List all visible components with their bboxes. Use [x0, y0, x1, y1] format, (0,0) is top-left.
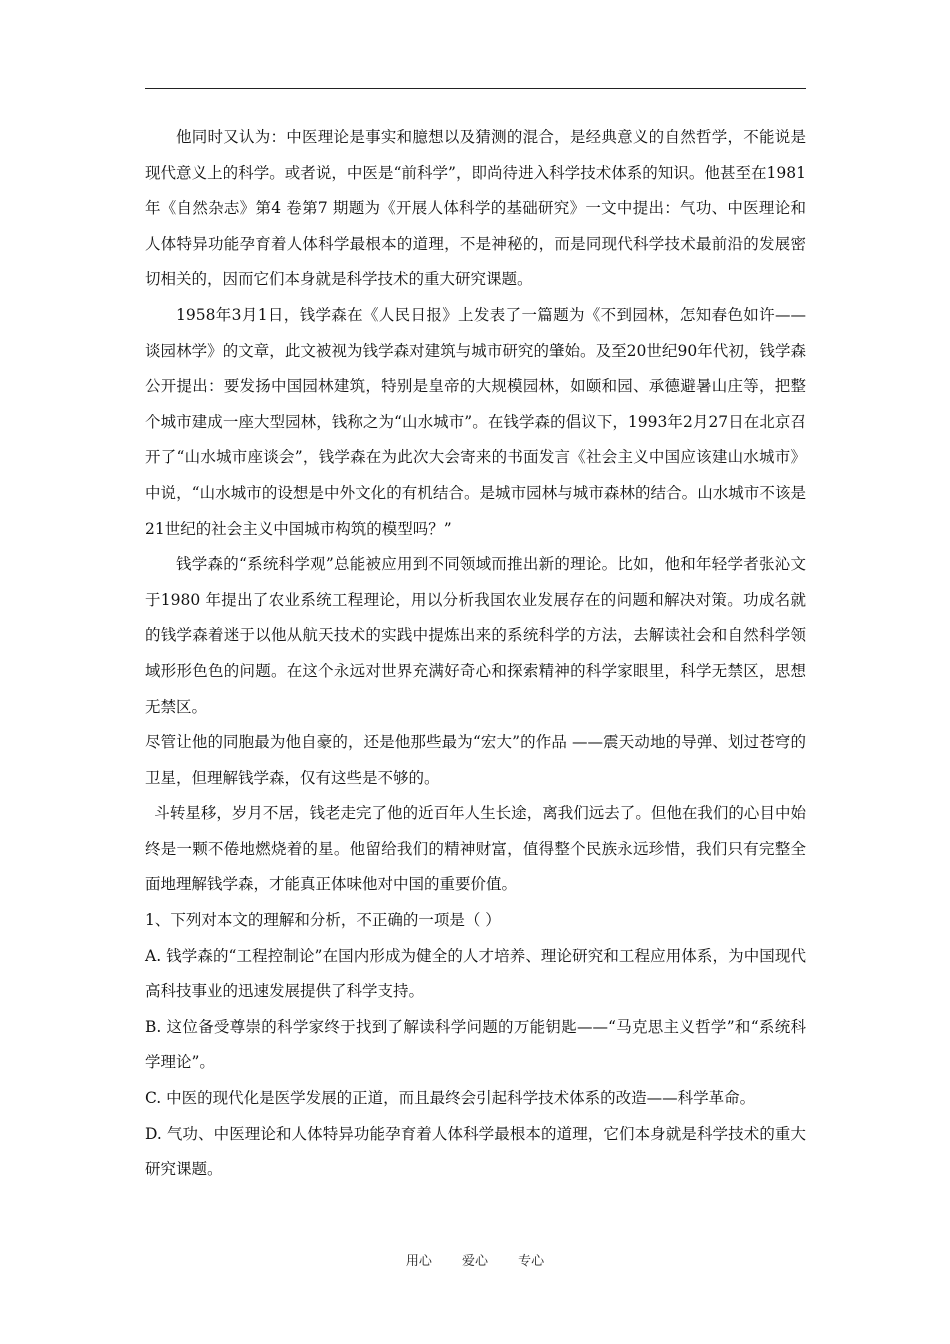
paragraph-landscape-city: 1958年3月1日，钱学森在《人民日报》上发表了一篇题为《不到园林，怎知春色如许——谈园林学》的文章，此文被视为钱学森对建筑与城市研究的肇始。及至20世纪90年代初，钱学森公开提出：要发扬中国园林建筑，特别是皇帝的大规模园林，如颐和园、承德避暑山庄等，把整个城市建成一座大型园林，钱称之为“山水城市”。在钱学森的倡议下，1993年2月27日在北京召开了“山水城市座谈会”，钱学森在为此次大会寄来的书面发言《社会主义中国应该建山水城市》中说，“山水城市的设想是中外文化的有机结合。是城市园林与城市森林的结合。山水城市不该是21世纪的社会主义中国城市构筑的模型吗？” [145, 305, 806, 538]
page-footer [0, 1250, 950, 1269]
option-a: A. 钱学森的“工程控制论”在国内形成为健全的人才培养、理论研究和工程应用体系，为中国现代高科技事业的迅速发展提供了科学支持。 [145, 946, 806, 1001]
option-d: D. 气功、中医理论和人体特异功能孕育着人体科学最根本的道理，它们本身就是科学技术的重大研究课题。 [145, 1124, 806, 1179]
footer-word-2: 爱心 [461, 1254, 488, 1269]
footer-word-3: 专心 [518, 1254, 545, 1269]
paragraph-legacy: 斗转星移，岁月不居，钱老走完了他的近百年人生长途，离我们远去了。但他在我们的心目中始终是一颗不倦地燃烧着的星。他留给我们的精神财富，值得整个民族永远珍惜，我们只有完整全面地理解钱学森，才能真正体味他对中国的重要价值。 [145, 804, 806, 894]
question-stem: 1、下列对本文的理解和分析，不正确的一项是（ ） [145, 911, 501, 930]
option-b: B. 这位备受尊崇的科学家终于找到了解读科学问题的万能钥匙——“马克思主义哲学”和“系统科学理论”。 [145, 1017, 806, 1072]
paragraph-understanding: 尽管让他的同胞最为他自豪的，还是他那些最为“宏大”的作品 ——震天动地的导弹、划过苍穹的卫星，但理解钱学森，仅有这些是不够的。 [145, 733, 806, 787]
paragraph-systems-science: 钱学森的“系统科学观”总能被应用到不同领域而推出新的理论。比如，他和年轻学者张沁文于1980 年提出了农业系统工程理论，用以分析我国农业发展存在的问题和解决对策。功成名就的钱学森着迷于以他从航天技术的实践中提炼出来的系统科学的方法，去解读社会和自然科学领域形形色色的问题。在这个永远对世界充满好奇心和探索精神的科学家眼里，科学无禁区，思想无禁区。 [145, 555, 806, 716]
paragraph-tcm-view: 他同时又认为：中医理论是事实和臆想以及猜测的混合，是经典意义的自然哲学，不能说是现代意义上的科学。或者说，中医是“前科学”，即尚待进入科学技术体系的知识。他甚至在1981年《自然杂志》第4 卷第7 期题为《开展人体科学的基础研究》一文中提出：气功、中医理论和人体特异功能孕育着人体科学最根本的道理，不是神秘的，而是同现代科学技术最前沿的发展密切相关的，因而它们本身就是科学技术的重大研究课题。 [145, 128, 806, 289]
footer-word-1: 用心 [405, 1254, 432, 1269]
document-body [145, 120, 806, 1188]
option-c: C. 中医的现代化是医学发展的正道，而且最终会引起科学技术体系的改造——科学革命。 [145, 1089, 756, 1108]
header-rule [145, 88, 806, 89]
